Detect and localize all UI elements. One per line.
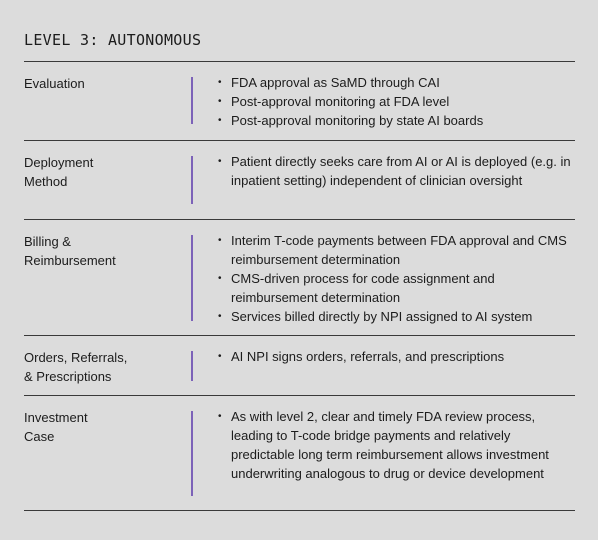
list-item: • As with level 2, clear and timely FDA review process, leading to T-code bridge payments and relatively predictable long term reimbursement allows investment underwriting analogous to drug or device development [218, 407, 575, 483]
row-billing-reimbursement [24, 219, 575, 335]
bullet-list-orders-referrals-prescriptions [218, 336, 504, 395]
list-item: • Services billed directly by NPI assigned to AI system [218, 307, 575, 326]
bullet-list-evaluation [218, 62, 483, 140]
list-item: • Post-approval monitoring by state AI boards [218, 111, 483, 130]
list-item: • Patient directly seeks care from AI or AI is deployed (e.g. in inpatient setting) independent of clinician oversight [218, 152, 575, 190]
page-title: LEVEL 3: AUTONOMOUS [24, 31, 202, 49]
row-label-deployment-method: Deployment Method [24, 155, 94, 189]
row-evaluation [24, 61, 575, 140]
row-divider [191, 351, 193, 381]
bullet-list-investment-case [218, 396, 575, 510]
level-table [24, 61, 575, 511]
row-label-evaluation: Evaluation [24, 76, 85, 91]
bullet-list-billing-reimbursement [218, 220, 575, 335]
bullet-list-deployment-method [218, 141, 575, 219]
row-orders-referrals-prescriptions [24, 335, 575, 395]
list-item: • Post-approval monitoring at FDA level [218, 92, 483, 111]
list-item: • Interim T-code payments between FDA approval and CMS reimbursement determination [218, 231, 575, 269]
row-investment-case [24, 395, 575, 511]
row-divider [191, 156, 193, 204]
list-item: • AI NPI signs orders, referrals, and prescriptions [218, 347, 504, 366]
row-divider [191, 235, 193, 321]
row-label-orders-referrals-prescriptions: Orders, Referrals, & Prescriptions [24, 350, 128, 384]
row-divider [191, 411, 193, 496]
row-label-investment-case: Investment Case [24, 410, 88, 444]
list-item: • FDA approval as SaMD through CAI [218, 73, 483, 92]
row-divider [191, 77, 193, 124]
row-label-billing-reimbursement: Billing & Reimbursement [24, 234, 116, 268]
list-item: • CMS-driven process for code assignment and reimbursement determination [218, 269, 575, 307]
row-deployment-method [24, 140, 575, 219]
